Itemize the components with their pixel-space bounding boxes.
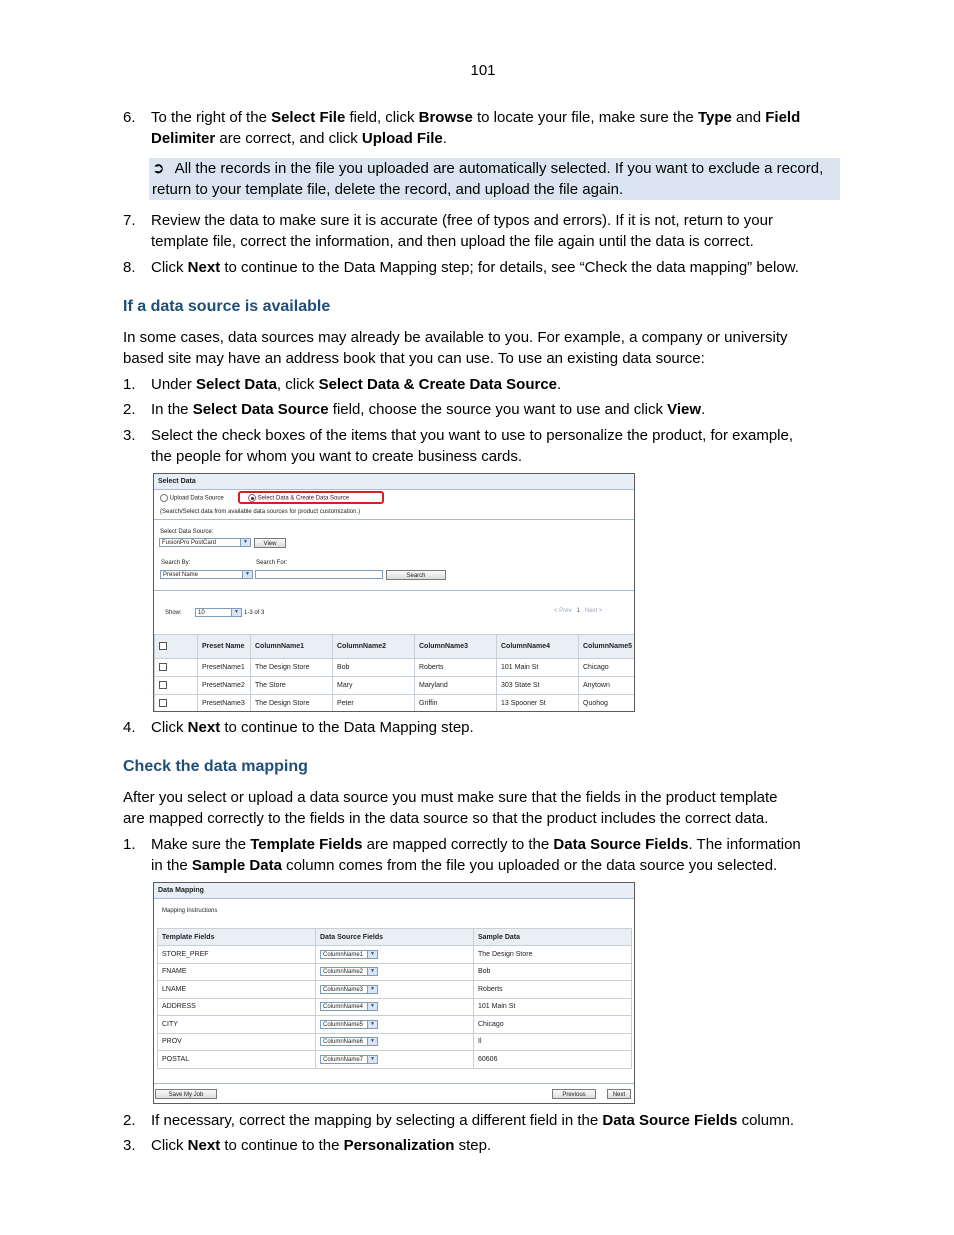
chevron-down-icon: ▼ xyxy=(367,1056,377,1063)
row-checkbox[interactable] xyxy=(159,699,167,707)
note-arrow-icon: ➲ xyxy=(152,160,165,177)
section-intro: After you select or upload a data source you must make sure that the fields in the product template are mapped correctly to the fields in the data source so that the product includes the correct data. xyxy=(123,789,778,827)
search-button[interactable]: Search xyxy=(386,570,446,580)
row-checkbox[interactable] xyxy=(159,663,167,671)
select-data-screenshot xyxy=(153,473,635,712)
data-source-select[interactable]: FusionPro PostCard ▼ xyxy=(159,538,251,547)
mapping-select[interactable]: ColumnName5 ▼ xyxy=(320,1020,378,1029)
row-checkbox[interactable] xyxy=(159,681,167,689)
next-button[interactable]: Next xyxy=(607,1089,631,1099)
radio-icon xyxy=(160,494,168,502)
data-source-label: Select Data Source: xyxy=(160,529,214,535)
mapping-table xyxy=(157,928,632,1069)
chevron-down-icon: ▼ xyxy=(367,968,377,975)
step-number: 3. xyxy=(123,1137,136,1154)
search-by-label: Search By: xyxy=(161,560,191,566)
mapping-select[interactable]: ColumnName7 ▼ xyxy=(320,1055,378,1064)
page-number-link[interactable]: 1 xyxy=(576,608,580,614)
mapping-select[interactable]: ColumnName6 ▼ xyxy=(320,1037,378,1046)
section-heading: Check the data mapping xyxy=(123,758,308,775)
chevron-down-icon: ▼ xyxy=(240,539,250,546)
table-row: CITY ColumnName5 ▼ Chicago xyxy=(158,1016,632,1034)
prev-link[interactable]: < Prev xyxy=(554,608,572,614)
search-for-label: Search For: xyxy=(256,560,288,566)
step-text: Under Select Data, click Select Data & Create Data Source. xyxy=(151,376,562,393)
data-source-table xyxy=(154,634,635,712)
step-number: 1. xyxy=(123,376,136,393)
step-7-text: Review the data to make sure it is accurate (free of typos and errors). If it is not, return to your template file, correct the information, and then upload the file again until the data is correct. xyxy=(151,212,773,250)
chevron-down-icon: ▼ xyxy=(231,609,241,616)
table-row: PresetName1 The Design Store Bob Roberts 101 Main St Chicago xyxy=(155,659,636,677)
step-text: In the Select Data Source field, choose the source you want to use and click View. xyxy=(151,401,706,418)
mapping-select[interactable]: ColumnName3 ▼ xyxy=(320,985,378,994)
column-header: ColumnName4 xyxy=(497,635,579,659)
radio-upload-data-source[interactable]: Upload Data Source xyxy=(160,494,224,502)
chevron-down-icon: ▼ xyxy=(367,986,377,993)
range-text: 1-3 of 3 xyxy=(244,610,265,616)
mapping-select[interactable]: ColumnName1 ▼ xyxy=(320,950,378,959)
column-header: ColumnName5 xyxy=(579,635,636,659)
column-header: Sample Data xyxy=(474,929,632,946)
chevron-down-icon: ▼ xyxy=(367,1021,377,1028)
select-all-checkbox[interactable] xyxy=(159,642,167,650)
step-text: Make sure the Template Fields are mapped correctly to the Data Source Fields. The information in the Sample Data column comes from the file you uploaded or the data source you selected. xyxy=(151,836,801,874)
panel-title: Select Data xyxy=(154,474,634,490)
table-row: PROV ColumnName6 ▼ Il xyxy=(158,1033,632,1051)
section-heading: If a data source is available xyxy=(123,298,331,315)
table-row: PresetName3 The Design Store Peter Griffin 13 Spooner St Quohog xyxy=(155,695,636,713)
section-intro: In some cases, data sources may already be available to you. For example, a company or university based site may have an address book that you can use. To use an existing data source: xyxy=(123,329,788,367)
view-button[interactable]: View xyxy=(254,538,286,548)
step-text: Click Next to continue to the Personalization step. xyxy=(151,1137,492,1154)
previous-button[interactable]: Previous xyxy=(552,1089,596,1099)
show-count-select[interactable]: 10 ▼ xyxy=(195,608,242,617)
table-header-row xyxy=(158,929,632,946)
step-number: 3. xyxy=(123,427,136,444)
table-row: STORE_PREF ColumnName1 ▼ The Design Store xyxy=(158,946,632,964)
table-row: ADDRESS ColumnName4 ▼ 101 Main St xyxy=(158,998,632,1016)
show-label: Show: xyxy=(165,610,182,616)
pagination xyxy=(554,608,602,614)
mapping-instructions: Mapping Instructions xyxy=(162,908,218,914)
step-6-text: To the right of the Select File field, click Browse to locate your file, make sure the Type and Field Delimiter are correct, and click Upload File. xyxy=(151,109,801,147)
table-row: FNAME ColumnName2 ▼ Bob xyxy=(158,963,632,981)
page-number: 101 xyxy=(470,62,496,79)
radio-select-data-create-source[interactable]: Select Data & Create Data Source xyxy=(248,494,349,502)
mapping-select[interactable]: ColumnName4 ▼ xyxy=(320,1002,378,1011)
chevron-down-icon: ▼ xyxy=(242,571,252,578)
step-text: Click Next to continue to the Data Mapping step. xyxy=(151,719,474,736)
step-number: 2. xyxy=(123,401,136,418)
note-text: All the records in the file you uploaded are automatically selected. If you want to exclude a record, return to your template file, delete the record, and upload the file again. xyxy=(152,160,824,198)
step-number: 2. xyxy=(123,1112,136,1129)
search-by-select[interactable]: Preset Name ▼ xyxy=(160,570,253,579)
panel-title: Data Mapping xyxy=(154,883,634,899)
table-row: POSTAL ColumnName7 ▼ 60606 xyxy=(158,1051,632,1069)
step-number: 1. xyxy=(123,836,136,853)
note-box xyxy=(149,158,840,200)
mapping-select[interactable]: ColumnName2 ▼ xyxy=(320,967,378,976)
step-text: If necessary, correct the mapping by selecting a different field in the Data Source Fields column. xyxy=(151,1112,795,1129)
step-text: Select the check boxes of the items that you want to use to personalize the product, for example, the people for whom you want to create business cards. xyxy=(151,427,794,465)
step-number: 4. xyxy=(123,719,136,736)
next-link[interactable]: Next > xyxy=(584,608,603,614)
step-8-text: Click Next to continue to the Data Mapping step; for details, see “Check the data mapping” below. xyxy=(151,259,799,276)
step-number: 6. xyxy=(123,109,136,126)
column-header: ColumnName3 xyxy=(415,635,497,659)
step-number: 7. xyxy=(123,212,136,229)
column-header: Template Fields xyxy=(158,929,316,946)
chevron-down-icon: ▼ xyxy=(367,1038,377,1045)
chevron-down-icon: ▼ xyxy=(367,1003,377,1010)
radio-selected-icon xyxy=(248,494,256,502)
step-number: 8. xyxy=(123,259,136,276)
help-text: (Search/Select data from available data sources for product customization.) xyxy=(160,509,361,515)
data-mapping-screenshot xyxy=(153,882,635,1104)
save-my-job-button[interactable]: Save My Job xyxy=(155,1089,217,1099)
column-header: Preset Name xyxy=(198,635,251,659)
column-header: Data Source Fields xyxy=(316,929,474,946)
table-row: LNAME ColumnName3 ▼ Roberts xyxy=(158,981,632,999)
table-row: PresetName2 The Store Mary Maryland 303 State St Anytown xyxy=(155,677,636,695)
column-header: ColumnName2 xyxy=(333,635,415,659)
table-header-row xyxy=(155,635,636,659)
chevron-down-icon: ▼ xyxy=(367,951,377,958)
column-header: ColumnName1 xyxy=(251,635,333,659)
search-for-input[interactable] xyxy=(255,570,383,579)
